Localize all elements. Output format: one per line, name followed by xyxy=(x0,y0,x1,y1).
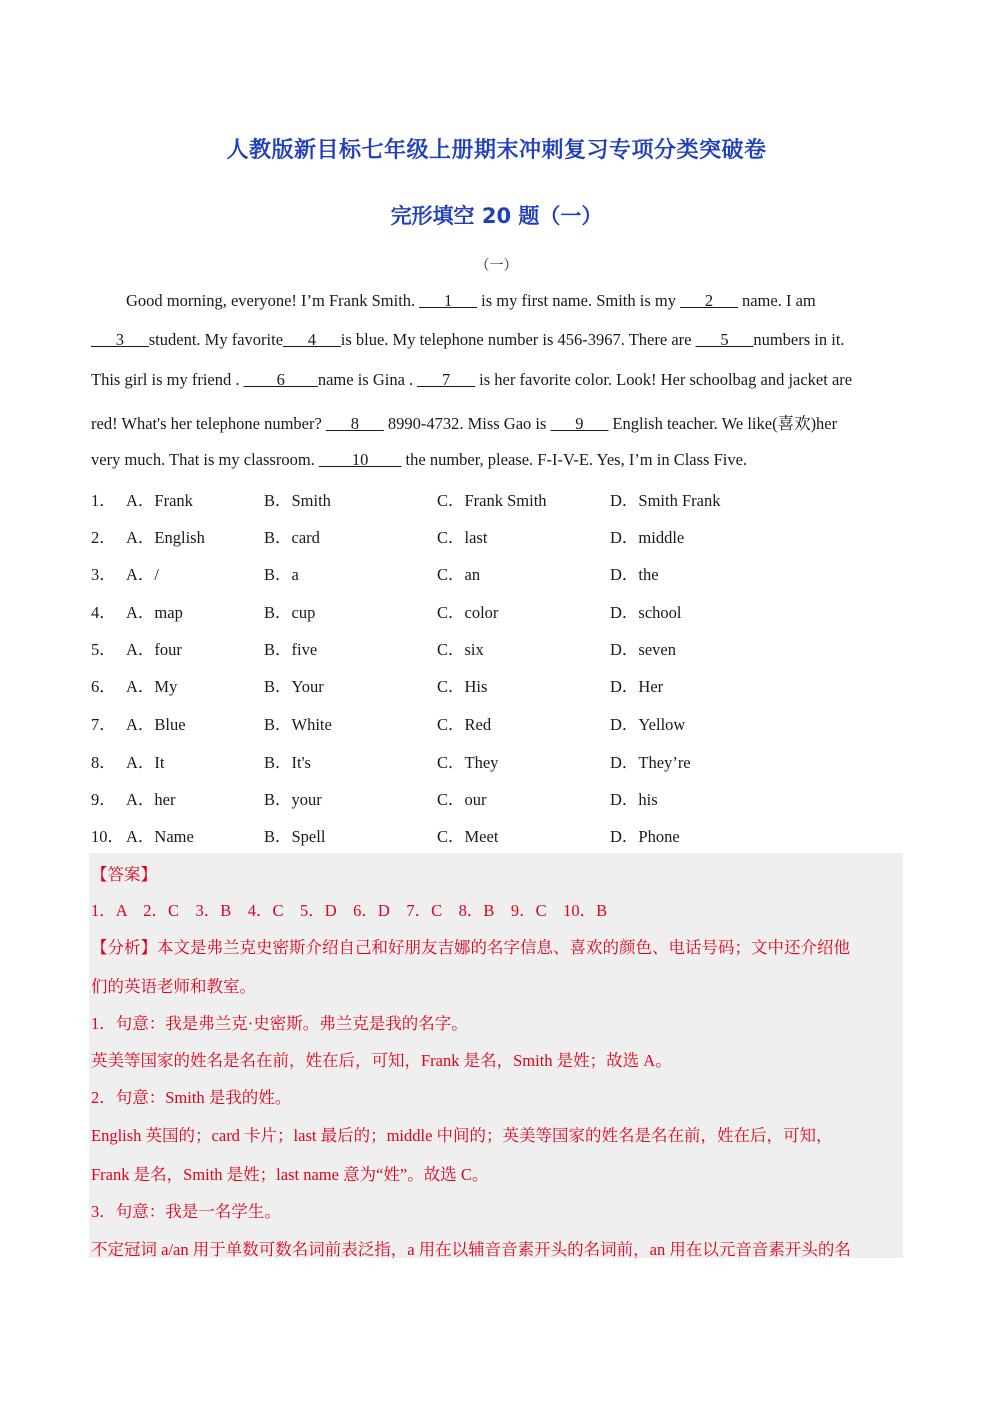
question-row: 4． A．map B．cup C．color D．school xyxy=(91,599,911,623)
option-b: B．card xyxy=(264,528,320,547)
option-c: C．They xyxy=(437,753,499,772)
option-b: B．It's xyxy=(264,753,311,772)
blank-2: ___2___ xyxy=(680,291,738,310)
answer-keys: 1．A 2．C 3．B 4．C 5．D 6．D 7．C 8．B 9．C 10．B xyxy=(91,901,608,920)
option-c: C．Red xyxy=(437,715,492,734)
blank-10: ____10____ xyxy=(318,450,402,469)
blank-4: ___4___ xyxy=(283,330,341,349)
section-label: （一） xyxy=(475,259,518,274)
option-a: A．map xyxy=(126,603,183,622)
option-c: C．an xyxy=(437,565,481,584)
option-a: A．Blue xyxy=(126,715,186,734)
explanation-line: 不定冠词 a/an 用于单数可数名词前表泛指，a 用在以辅音音素开头的名词前，an 用在以元音音素开头的名 xyxy=(91,1240,851,1259)
option-b: B．cup xyxy=(264,603,316,622)
question-row: 9． A．her B．your C．our D．his xyxy=(91,786,911,810)
blank-6: ____6____ xyxy=(243,370,318,389)
option-b: B．Your xyxy=(264,677,324,696)
option-c: C．Frank Smith xyxy=(437,491,547,510)
option-b: B．five xyxy=(264,640,318,659)
option-d: D．They’re xyxy=(610,753,691,772)
question-row: 6． A．My B．Your C．His D．Her xyxy=(91,673,911,697)
blank-5: ___5___ xyxy=(695,330,754,349)
option-a: A．her xyxy=(126,790,176,809)
option-b: B．Smith xyxy=(264,491,331,510)
option-d: D．Yellow xyxy=(610,715,686,734)
option-d: D．Phone xyxy=(610,827,680,846)
option-d: D．Smith Frank xyxy=(610,491,721,510)
blank-8: ___8___ xyxy=(325,414,384,433)
explanation-line: Frank 是名，Smith 是姓；last name 意为“姓”。故选 C。 xyxy=(91,1165,489,1184)
option-d: D．school xyxy=(610,603,682,622)
option-b: B．a xyxy=(264,565,299,584)
option-d: D．his xyxy=(610,790,658,809)
passage-line-4: red! What's her telephone number? ___8___ 8990-4732. Miss Gao is ___9___ English teacher. We like(喜欢)her xyxy=(91,414,838,433)
option-a: A．four xyxy=(126,640,182,659)
explanation-line: 1．句意：我是弗兰克·史密斯。弗兰克是我的名字。 xyxy=(91,1014,468,1033)
question-row: 2． A．English B．card C．last D．middle xyxy=(91,524,911,548)
option-c: C．His xyxy=(437,677,488,696)
option-c: C．color xyxy=(437,603,499,622)
option-a: A．It xyxy=(126,753,165,772)
explanation-line: English 英国的；card 卡片；last 最后的；middle 中间的；英美等国家的姓名是名在前，姓在后，可知， xyxy=(91,1126,833,1145)
option-b: B．White xyxy=(264,715,332,734)
document-title: 人教版新目标七年级上册期末冲刺复习专项分类突破卷 xyxy=(226,138,767,163)
option-d: D．the xyxy=(610,565,659,584)
option-c: C．last xyxy=(437,528,488,547)
passage-line-5: very much. That is my classroom. ____10____ the number, please. F-I-V-E. Yes, I’m in Class Five. xyxy=(91,450,748,469)
answer-label: 【答案】 xyxy=(91,865,157,884)
option-a: A．Frank xyxy=(126,491,193,510)
option-d: D．seven xyxy=(610,640,676,659)
option-c: C．our xyxy=(437,790,487,809)
question-row: 8． A．It B．It's C．They D．They’re xyxy=(91,749,911,773)
explanation-line: 2．句意：Smith 是我的姓。 xyxy=(91,1088,292,1107)
question-row: 7． A．Blue B．White C．Red D．Yellow xyxy=(91,711,911,735)
question-row: 3． A．/ B．a C．an D．the xyxy=(91,561,911,585)
blank-3: ___3___ xyxy=(91,330,149,349)
passage-line-3: This girl is my friend . ____6____name is Gina . ___7___ is her favorite color. Look! Her schoolbag and jacket are xyxy=(91,370,853,389)
blank-7: ___7___ xyxy=(417,370,476,389)
option-a: A．/ xyxy=(126,565,159,584)
option-d: D．middle xyxy=(610,528,685,547)
option-b: B．Spell xyxy=(264,827,326,846)
question-row: 1． A．Frank B．Smith C．Frank Smith D．Smith Frank xyxy=(91,487,911,511)
document-subtitle: 完形填空 20 题（一） xyxy=(390,204,603,228)
blank-1: ___1___ xyxy=(419,291,478,310)
option-a: A．My xyxy=(126,677,178,696)
option-a: A．Name xyxy=(126,827,194,846)
passage-line-2: ___3___student. My favorite___4___is blue. My telephone number is 456-3967. There are ___5___numbers in it. xyxy=(91,330,845,349)
analysis-line: 们的英语老师和教室。 xyxy=(91,977,256,996)
blank-9: ___9___ xyxy=(550,414,609,433)
option-a: A．English xyxy=(126,528,205,547)
option-b: B．your xyxy=(264,790,322,809)
explanation-line: 3．句意：我是一名学生。 xyxy=(91,1202,281,1221)
analysis-line: 【分析】本文是弗兰克史密斯介绍自己和好朋友吉娜的名字信息、喜欢的颜色、电话号码；文中还介绍他 xyxy=(91,938,850,957)
option-c: C．Meet xyxy=(437,827,499,846)
question-row: 10． A．Name B．Spell C．Meet D．Phone xyxy=(91,823,911,847)
passage-line-1: Good morning, everyone! I’m Frank Smith. ___1___ is my first name. Smith is my ___2___ name. I am xyxy=(126,291,816,310)
question-row: 5． A．four B．five C．six D．seven xyxy=(91,636,911,660)
option-c: C．six xyxy=(437,640,484,659)
option-d: D．Her xyxy=(610,677,664,696)
explanation-line: 英美等国家的姓名是名在前，姓在后，可知，Frank 是名，Smith 是姓；故选 A。 xyxy=(91,1051,672,1070)
